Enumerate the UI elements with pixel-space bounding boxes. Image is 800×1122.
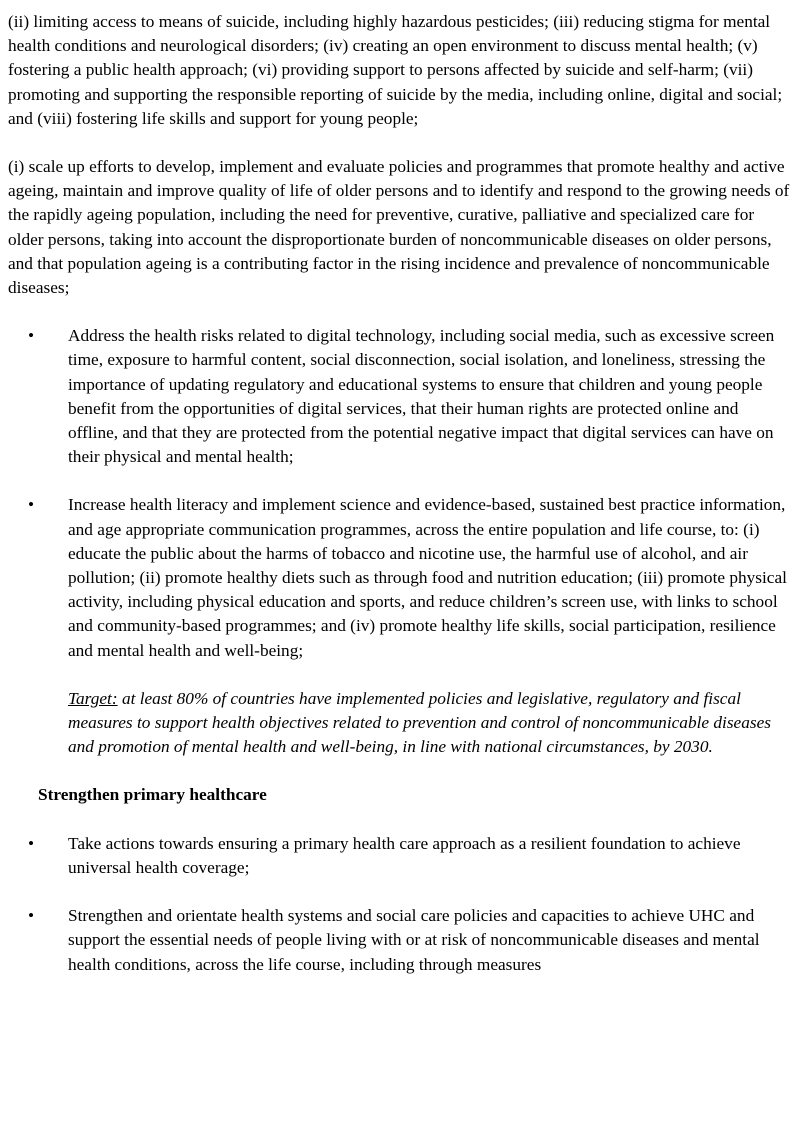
list-item-text: Address the health risks related to digital technology, including social media, such as excessive screen time, exposure to harmful content, social disconnection, social isolation, and loneliness, stressing the importance of updating regulatory and educational systems to ensure that children and young people benefit from the opportunities of digital services, that their human rights are protected online and offline, and that they are protected from the potential negative impact that digital services can have on their physical and mental health; [68,326,775,467]
target-statement [8,687,790,760]
target-label: Target: [68,688,118,708]
spacer [8,663,798,687]
document-page [8,10,798,977]
list-item-text: Strengthen and orientate health systems and social care policies and capacities to achieve UHC and support the essential needs of people living with or at risk of noncommunicable diseases and mental health conditions, across the life course, including through measures [68,906,760,974]
spacer [8,880,798,904]
list-item-primary-health-care [8,832,790,880]
spacer [8,131,798,155]
bullet-icon: • [27,833,35,853]
section-heading: Strengthen primary healthcare [38,785,267,805]
bullet-icon: • [27,906,35,926]
list-item-text: Take actions towards ensuring a primary health care approach as a resilient foundation to achieve universal health coverage; [68,833,741,877]
list-item-digital-technology [8,324,790,469]
spacer [8,469,798,493]
paragraph-suicide-prevention: (ii) limiting access to means of suicide, including highly hazardous pesticides; (iii) reducing stigma for mental health conditions and neurological disorders; (iv) creating an open environment to discuss mental health; (v) fostering a public health approach; (vi) providing support to persons affected by suicide and self-harm; (vii) promoting and supporting the responsible reporting of suicide by the media, including online, digital and social; and (viii) fostering life skills and support for young people; [8,12,783,128]
paragraph-healthy-ageing: (i) scale up efforts to develop, implement and evaluate policies and programmes that promote healthy and active ageing, maintain and improve quality of life of older persons and to identify and respond to the growing needs of the rapidly ageing population, including the need for preventive, curative, palliative and specialized care for older persons, taking into account the disproportionate burden of noncommunicable diseases on older persons, and that population ageing is a contributing factor in the rising incidence and prevalence of noncommunicable diseases; [8,157,790,298]
spacer [8,759,798,783]
bullet-icon: • [27,495,35,515]
list-item-text: Increase health literacy and implement science and evidence-based, sustained best practice information, and age appropriate communication programmes, across the entire population and life course, to: (i) educate the public about the harms of tobacco and nicotine use, the harmful use of alcohol, and air pollution; (ii) promote healthy diets such as through food and nutrition education; (iii) promote physical activity, including physical education and sports, and reduce children’s screen use, with links to school and community-based programmes; and (iv) promote healthy life skills, social participation, resilience and mental health and well-being; [68,495,787,660]
bullet-icon: • [27,326,35,346]
target-text: at least 80% of countries have implemented policies and legislative, regulatory and fiscal measures to support health objectives related to prevention and control of noncommunicable diseases and promotion of mental health and well-being, in line with national circumstances, by 2030. [68,688,771,757]
list-item-health-literacy [8,493,790,662]
list-item-health-systems [8,904,790,977]
spacer [8,300,798,324]
spacer [8,808,798,832]
